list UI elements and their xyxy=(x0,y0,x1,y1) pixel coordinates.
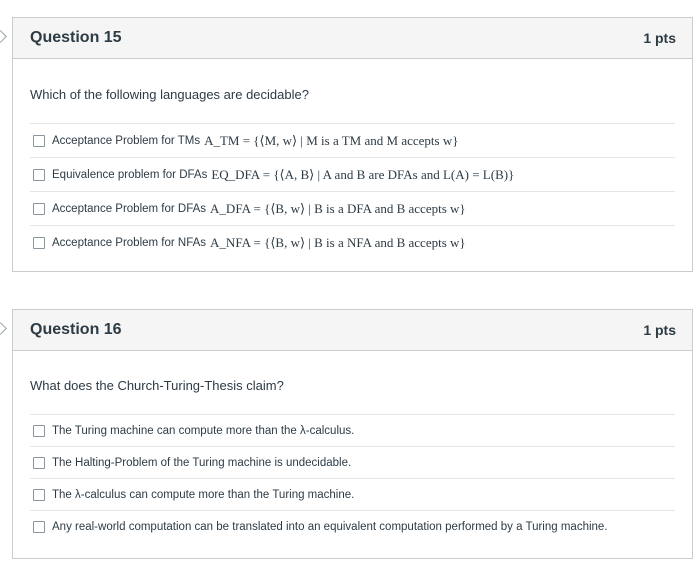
answer-option[interactable] xyxy=(30,124,675,158)
answer-label: Acceptance Problem for NFAs xyxy=(52,236,207,249)
answer-list xyxy=(30,123,675,259)
answer-label: Equivalence problem for DFAs xyxy=(52,168,208,181)
question-body xyxy=(13,351,692,542)
answer-math: A_DFA = {⟨B, w⟩ | B is a DFA and B accepts w} xyxy=(210,200,466,216)
checkbox[interactable] xyxy=(33,457,45,469)
checkbox[interactable] xyxy=(33,135,45,147)
answer-option[interactable] xyxy=(30,415,675,447)
checkbox[interactable] xyxy=(33,169,45,181)
answer-option[interactable] xyxy=(30,226,675,259)
question-16-card xyxy=(12,309,693,559)
checkbox[interactable] xyxy=(33,203,45,215)
chevron-right-icon xyxy=(0,30,7,43)
question-points: 1 pts xyxy=(643,30,676,46)
question-title: Question 15 xyxy=(30,29,122,46)
answer-label: Any real-world computation can be translated into an equivalent computation performed by a Turing machine. xyxy=(52,520,608,533)
answer-label: The λ-calculus can compute more than the Turing machine. xyxy=(52,488,355,501)
answer-option[interactable] xyxy=(30,479,675,511)
answer-option[interactable] xyxy=(30,511,675,542)
answer-option[interactable] xyxy=(30,192,675,226)
chevron-right-icon xyxy=(0,322,7,335)
answer-label: Acceptance Problem for TMs xyxy=(52,134,201,147)
question-prompt: Which of the following languages are decidable? xyxy=(30,87,309,102)
question-body xyxy=(13,59,692,259)
checkbox[interactable] xyxy=(33,489,45,501)
question-header xyxy=(13,18,692,59)
answer-label: The Halting-Problem of the Turing machine is undecidable. xyxy=(52,456,352,469)
answer-option[interactable] xyxy=(30,158,675,192)
answer-math: EQ_DFA = {⟨A, B⟩ | A and B are DFAs and L(A) = L(B)} xyxy=(211,166,515,182)
question-header xyxy=(13,310,692,351)
checkbox[interactable] xyxy=(33,237,45,249)
checkbox[interactable] xyxy=(33,521,45,533)
answer-label: The Turing machine can compute more than the λ-calculus. xyxy=(52,424,355,437)
answer-math: A_TM = {⟨M, w⟩ | M is a TM and M accepts w} xyxy=(204,132,459,148)
checkbox[interactable] xyxy=(33,425,45,437)
answer-list xyxy=(30,414,675,542)
answer-math: A_NFA = {⟨B, w⟩ | B is a NFA and B accepts w} xyxy=(210,234,466,250)
question-prompt: What does the Church-Turing-Thesis claim? xyxy=(30,378,284,393)
question-points: 1 pts xyxy=(643,322,676,338)
question-title: Question 16 xyxy=(30,321,122,338)
answer-option[interactable] xyxy=(30,447,675,479)
question-15-card xyxy=(12,17,693,272)
answer-label: Acceptance Problem for DFAs xyxy=(52,202,207,215)
